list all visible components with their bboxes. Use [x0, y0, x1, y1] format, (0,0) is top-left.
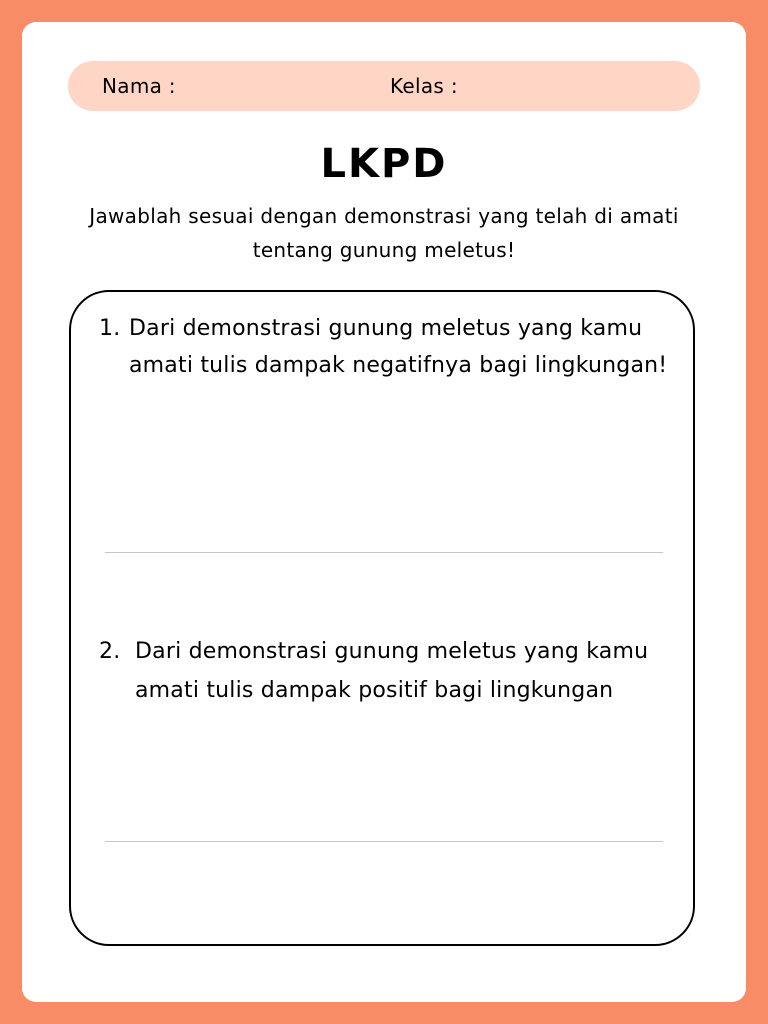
name-label: Nama :: [102, 74, 176, 98]
class-label: Kelas :: [390, 74, 458, 98]
instruction-text: Jawablah sesuai dengan demonstrasi yang telah di amati tentang gunung meletus!: [89, 204, 679, 262]
answer-line: [105, 552, 663, 553]
question-number: 2.: [99, 639, 121, 664]
question-box: [69, 290, 695, 946]
question-text: Dari demonstrasi gunung meletus yang kamu amati tulis dampak negatifnya bagi lingkungan!: [129, 316, 668, 378]
worksheet-page: [22, 22, 746, 1002]
question-item: [99, 310, 679, 384]
question-number: 1.: [99, 316, 121, 341]
student-info-bar: [68, 61, 700, 111]
question-item: [99, 632, 679, 710]
answer-line: [105, 841, 663, 842]
question-text: Dari demonstrasi gunung meletus yang kamu amati tulis dampak positif bagi lingkungan: [135, 639, 649, 703]
page-title: LKPD: [320, 141, 448, 187]
